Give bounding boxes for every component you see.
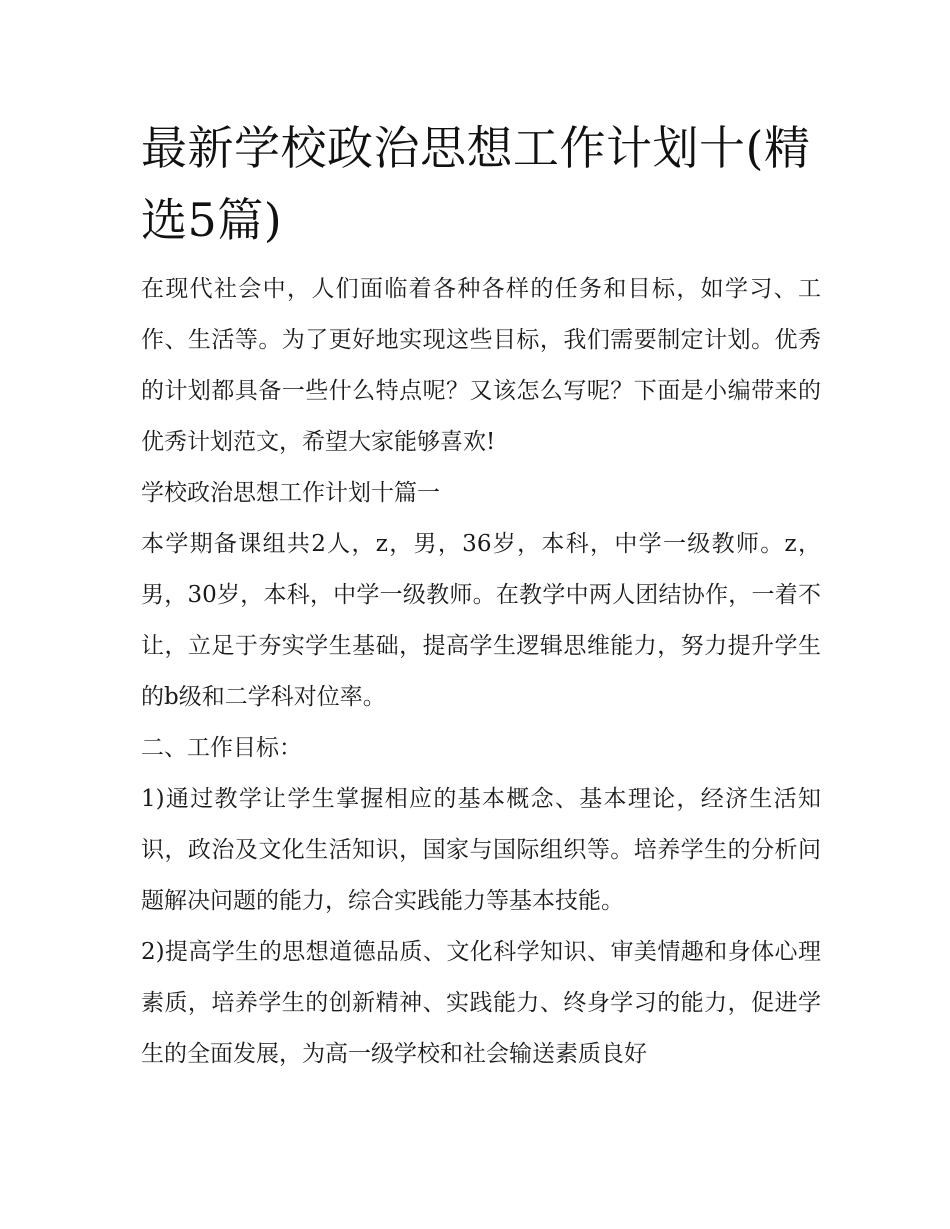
section-heading: 学校政治思想工作计划十篇一 xyxy=(141,480,440,506)
body-paragraph: 本学期备课组共2人，z，男，36岁，本科，中学一级教师。z，男，30岁，本科，中学一级教师。在教学中两人团结协作，一着不让，立足于夯实学生基础，提高学生逻辑思维能力，努力提升学生的b级和二学科对位率。 xyxy=(141,531,821,710)
subsection-heading: 二、工作目标： xyxy=(141,735,302,761)
document-title: 最新学校政治思想工作计划十(精选5篇) xyxy=(141,121,811,247)
document-content xyxy=(141,112,821,1080)
goal-paragraph-2: 2)提高学生的思想道德品质、文化科学知识、审美情趣和身体心理素质，培养学生的创新精神、实践能力、终身学习的能力，促进学生的全面发展，为高一级学校和社会输送素质良好 xyxy=(141,939,821,1067)
intro-paragraph: 在现代社会中，人们面临着各种各样的任务和目标，如学习、工作、生活等。为了更好地实现这些目标，我们需要制定计划。优秀的计划都具备一些什么特点呢？又该怎么写呢？下面是小编带来的优秀计划范文，希望大家能够喜欢! xyxy=(141,276,821,455)
goal-paragraph-1: 1)通过教学让学生掌握相应的基本概念、基本理论，经济生活知识，政治及文化生活知识，国家与国际组织等。培养学生的分析问题解决问题的能力，综合实践能力等基本技能。 xyxy=(141,786,821,914)
